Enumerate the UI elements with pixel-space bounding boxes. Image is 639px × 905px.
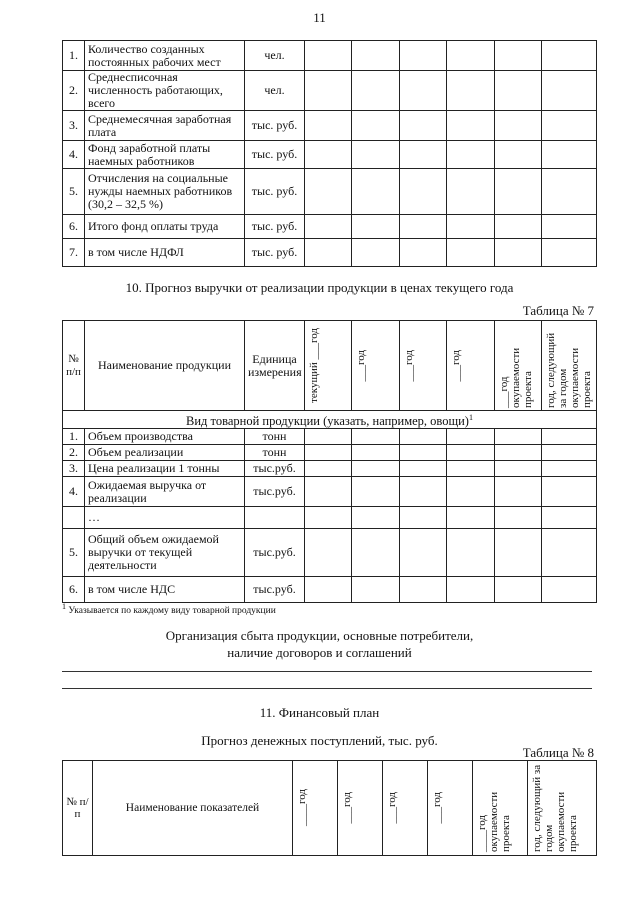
section10-title: 10. Прогноз выручки от реализации продукции в ценах текущего года <box>125 280 514 295</box>
row-number: 3. <box>63 111 85 141</box>
empty-cell <box>400 461 447 477</box>
empty-cell <box>400 445 447 461</box>
row-number: 5. <box>63 529 85 577</box>
empty-cell <box>447 477 495 507</box>
section11-title: 11. Финансовый план <box>259 705 380 720</box>
row-number <box>63 507 85 529</box>
empty-cell <box>495 577 542 603</box>
footnote <box>62 602 276 616</box>
group-row-text: Вид товарной продукции (указать, например, овощи) <box>186 414 469 429</box>
row-unit: тонн <box>245 429 305 445</box>
row-unit: тыс. руб. <box>245 141 305 169</box>
row-number: 6. <box>63 577 85 603</box>
empty-cell <box>400 215 447 239</box>
row-unit: тыс.руб. <box>245 529 305 577</box>
empty-cell <box>495 111 542 141</box>
t8-header-col3-text: ___год <box>386 792 398 824</box>
empty-cell <box>400 169 447 215</box>
row-name: … <box>85 507 245 529</box>
row-unit: тыс. руб. <box>245 169 305 215</box>
t8-header-col3 <box>383 761 428 856</box>
table-row <box>63 111 597 141</box>
table-row <box>63 477 597 507</box>
empty-cell <box>542 215 597 239</box>
t8-header-col6 <box>528 761 597 856</box>
empty-cell <box>400 477 447 507</box>
table-row <box>63 169 597 215</box>
empty-cell <box>400 507 447 529</box>
empty-cell <box>400 141 447 169</box>
table-row <box>63 461 597 477</box>
empty-cell <box>352 529 400 577</box>
empty-cell <box>400 111 447 141</box>
row-name: Цена реализации 1 тонны <box>85 461 245 477</box>
empty-cell <box>542 461 597 477</box>
empty-cell <box>447 215 495 239</box>
empty-cell <box>495 215 542 239</box>
row-number: 1. <box>63 429 85 445</box>
row-name: Объем реализации <box>85 445 245 461</box>
header-col3 <box>400 321 447 411</box>
row-unit: тыс. руб. <box>245 111 305 141</box>
row-name: Объем производства <box>85 429 245 445</box>
empty-cell <box>447 239 495 267</box>
empty-cell <box>447 461 495 477</box>
empty-cell <box>400 529 447 577</box>
revenue-table <box>62 320 597 603</box>
staff-table <box>62 40 597 267</box>
header-col4-text: ___год <box>450 349 462 382</box>
header-name: Наименование продукции <box>85 321 245 411</box>
row-unit: тыс. руб. <box>245 239 305 267</box>
empty-cell <box>352 169 400 215</box>
empty-cell <box>495 169 542 215</box>
header-col5 <box>495 321 542 411</box>
t8-header-name: Наименование показателей <box>93 761 293 856</box>
row-name: Фонд заработной платы наемных работников <box>85 141 245 169</box>
t8-header-col5-text: ____год окупаемости проекта <box>476 791 512 852</box>
empty-cell <box>447 529 495 577</box>
t8-header-col2-text: ___год <box>341 792 353 824</box>
empty-cell <box>305 111 352 141</box>
empty-cell <box>400 239 447 267</box>
row-number: 6. <box>63 215 85 239</box>
row-unit: тыс. руб. <box>245 215 305 239</box>
empty-cell <box>352 239 400 267</box>
row-unit: тонн <box>245 445 305 461</box>
row-number: 3. <box>63 461 85 477</box>
group-row <box>63 411 597 429</box>
t8-header-num: № п/п <box>63 761 93 856</box>
empty-cell <box>352 445 400 461</box>
header-col4 <box>447 321 495 411</box>
empty-cell <box>305 71 352 111</box>
header-col1 <box>305 321 352 411</box>
empty-cell <box>495 461 542 477</box>
header-col3-text: ___год <box>403 349 415 382</box>
row-unit <box>245 507 305 529</box>
empty-cell <box>305 577 352 603</box>
row-name: в том числе НДС <box>85 577 245 603</box>
table-row <box>63 71 597 111</box>
empty-cell <box>352 215 400 239</box>
header-col2-text: ___год <box>355 349 367 382</box>
empty-cell <box>305 461 352 477</box>
table-row <box>63 215 597 239</box>
row-unit: тыс.руб. <box>245 477 305 507</box>
empty-cell <box>447 507 495 529</box>
empty-cell <box>447 445 495 461</box>
row-unit: тыс.руб. <box>245 461 305 477</box>
empty-cell <box>495 141 542 169</box>
empty-cell <box>352 461 400 477</box>
empty-cell <box>305 215 352 239</box>
row-unit: тыс.руб. <box>245 577 305 603</box>
empty-cell <box>495 239 542 267</box>
footnote-sup: 1 <box>62 602 66 611</box>
empty-cell <box>542 111 597 141</box>
row-name: Итого фонд оплаты труда <box>85 215 245 239</box>
empty-cell <box>495 477 542 507</box>
empty-cell <box>495 429 542 445</box>
empty-cell <box>542 71 597 111</box>
header-unit: Единица измерения <box>245 321 305 411</box>
blank-line-1 <box>62 671 592 672</box>
empty-cell <box>400 41 447 71</box>
empty-cell <box>352 507 400 529</box>
empty-cell <box>542 41 597 71</box>
row-number: 2. <box>63 445 85 461</box>
empty-cell <box>495 445 542 461</box>
cashflow-table <box>62 760 597 856</box>
row-name: Среднемесячная заработная плата <box>85 111 245 141</box>
empty-cell <box>447 141 495 169</box>
empty-cell <box>352 477 400 507</box>
header-col5-text: ___год окупаемости проекта <box>498 347 534 408</box>
table-row <box>63 429 597 445</box>
empty-cell <box>447 429 495 445</box>
sales-org-line2: наличие договоров и соглашений <box>227 645 412 660</box>
header-col6-text: год, следующий за годом окупаемости проекта <box>545 332 593 408</box>
sales-org-line1: Организация сбыта продукции, основные потребители, <box>165 628 474 643</box>
t8-header-col1-text: ____год <box>296 789 308 827</box>
header-col1-text: текущий ___год <box>308 328 320 403</box>
row-number: 7. <box>63 239 85 267</box>
empty-cell <box>542 477 597 507</box>
empty-cell <box>542 529 597 577</box>
empty-cell <box>447 169 495 215</box>
row-name: в том числе НДФЛ <box>85 239 245 267</box>
row-number: 4. <box>63 477 85 507</box>
empty-cell <box>542 141 597 169</box>
table8-label: Таблица № 8 <box>522 745 594 760</box>
empty-cell <box>400 71 447 111</box>
empty-cell <box>542 577 597 603</box>
header-num: № п/п <box>63 321 85 411</box>
t8-header-col2 <box>338 761 383 856</box>
empty-cell <box>542 445 597 461</box>
empty-cell <box>542 169 597 215</box>
t8-header-col6-text: год, следующий за годом окупаемости проекта <box>531 764 579 852</box>
table-row <box>63 41 597 71</box>
empty-cell <box>305 239 352 267</box>
page-number: 11 <box>313 10 326 25</box>
table7-label: Таблица № 7 <box>522 303 594 318</box>
row-number: 2. <box>63 71 85 111</box>
empty-cell <box>495 71 542 111</box>
table-row <box>63 239 597 267</box>
empty-cell <box>305 41 352 71</box>
footnote-text: Указывается по каждому виду товарной продукции <box>68 606 276 617</box>
empty-cell <box>400 429 447 445</box>
empty-cell <box>495 507 542 529</box>
table-row <box>63 577 597 603</box>
empty-cell <box>542 507 597 529</box>
empty-cell <box>400 577 447 603</box>
row-name: Количество созданных постоянных рабочих мест <box>85 41 245 71</box>
t8-header-col5 <box>473 761 528 856</box>
group-row-sup: 1 <box>468 413 473 422</box>
empty-cell <box>305 429 352 445</box>
empty-cell <box>305 529 352 577</box>
blank-line-2 <box>62 688 592 689</box>
table-row <box>63 507 597 529</box>
empty-cell <box>352 141 400 169</box>
table-row <box>63 529 597 577</box>
empty-cell <box>542 239 597 267</box>
row-unit: чел. <box>245 41 305 71</box>
t8-header-col4-text: ___год <box>431 792 443 824</box>
empty-cell <box>352 429 400 445</box>
empty-cell <box>305 507 352 529</box>
header-col2 <box>352 321 400 411</box>
empty-cell <box>447 71 495 111</box>
row-name: Ожидаемая выручка от реализации <box>85 477 245 507</box>
empty-cell <box>352 577 400 603</box>
section11-subtitle: Прогноз денежных поступлений, тыс. руб. <box>201 733 438 748</box>
empty-cell <box>495 41 542 71</box>
row-number: 1. <box>63 41 85 71</box>
t8-header-col1 <box>293 761 338 856</box>
empty-cell <box>305 141 352 169</box>
empty-cell <box>495 529 542 577</box>
row-name: Общий объем ожидаемой выручки от текущей деятельности <box>85 529 245 577</box>
empty-cell <box>352 41 400 71</box>
empty-cell <box>447 41 495 71</box>
row-number: 5. <box>63 169 85 215</box>
row-name: Отчисления на социальные нужды наемных работников (30,2 – 32,5 %) <box>85 169 245 215</box>
empty-cell <box>305 445 352 461</box>
row-unit: чел. <box>245 71 305 111</box>
empty-cell <box>447 111 495 141</box>
row-number: 4. <box>63 141 85 169</box>
table-row <box>63 445 597 461</box>
empty-cell <box>352 71 400 111</box>
empty-cell <box>542 429 597 445</box>
row-name: Среднесписочная численность работающих, всего <box>85 71 245 111</box>
t8-header-col4 <box>428 761 473 856</box>
empty-cell <box>305 477 352 507</box>
header-col6 <box>542 321 597 411</box>
empty-cell <box>352 111 400 141</box>
table-row <box>63 141 597 169</box>
empty-cell <box>447 577 495 603</box>
empty-cell <box>305 169 352 215</box>
